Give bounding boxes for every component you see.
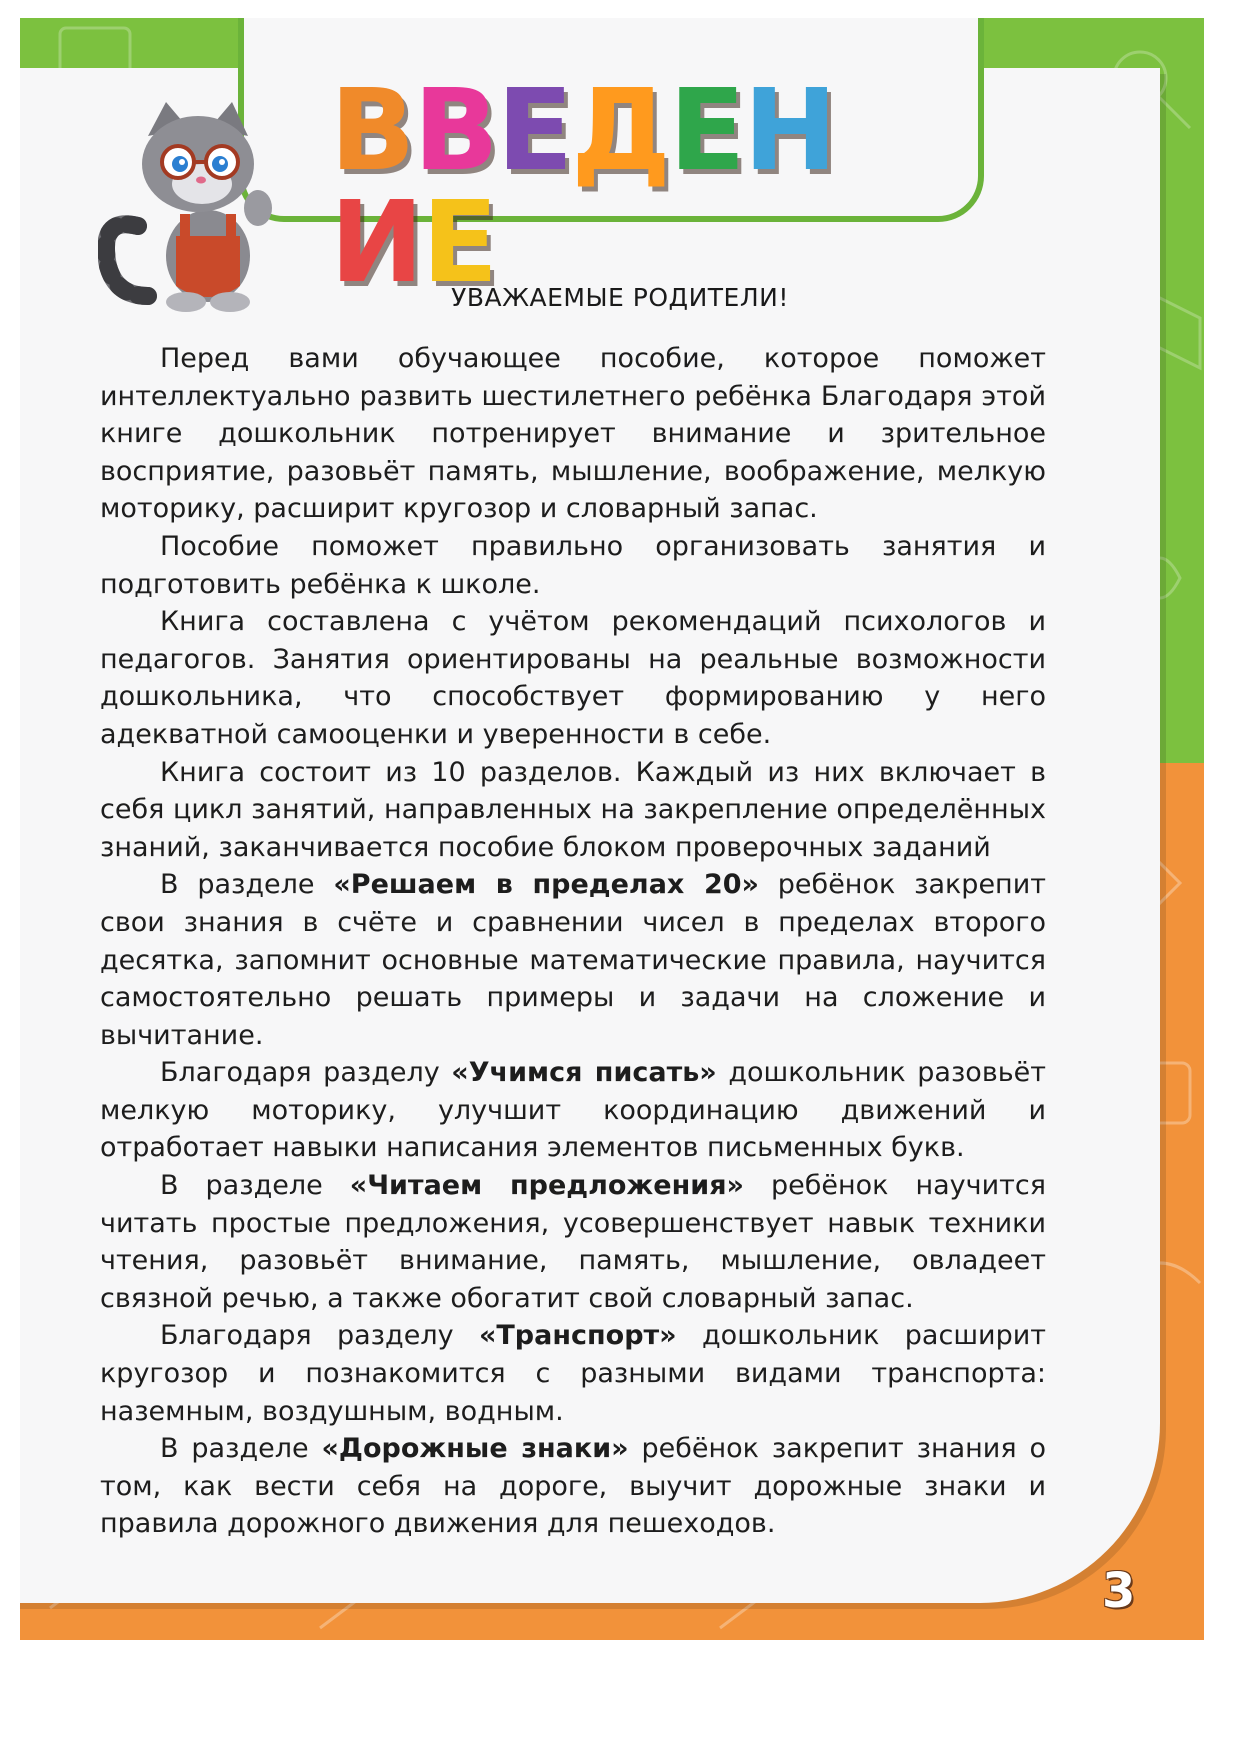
title-letter: В — [413, 66, 497, 196]
title-letter: Е — [421, 178, 497, 308]
paragraph — [100, 1317, 1046, 1430]
paragraph-text: ребёнок закрепит свои знания в счёте и сравнении чисел в пределах второго десятка, запомнит основные математические правила, научится самостоятельно решать примеры и задачи на сложение и вычитание. — [100, 869, 1046, 1051]
title-letter: Н — [743, 66, 836, 196]
paragraph-text: Пособие поможет правильно организовать занятия и подготовить ребёнка к школе. — [100, 530, 1046, 600]
paragraph — [100, 528, 1046, 603]
paragraph-text: ребёнок закрепит знания о том, как вести себя на дороге, выучит дорожные знаки и правила дорожного движения для пешеходов. — [100, 1433, 1046, 1540]
paragraph — [100, 1430, 1046, 1543]
section-name: «Дорожные знаки» — [321, 1433, 629, 1465]
paragraph-text: Книга состоит из 10 разделов. Каждый из них включает в себя цикл занятий, направленных на закрепление определённых знаний, заканчивается пособие блоком проверочных заданий — [100, 756, 1046, 863]
section-name: «Решаем в пределах 20» — [333, 869, 759, 901]
paragraph-text: В разделе — [160, 869, 334, 901]
paragraph-text: ребёнок научится читать простые предложения, усовершенствует навык техники чтения, разовьёт внимание, память, мышление, овладеет связной речью, а также обогатит свой словарный запас. — [100, 1170, 1046, 1314]
paragraph-text: Благодаря разделу — [160, 1320, 479, 1352]
paragraph — [100, 866, 1046, 1054]
paragraph — [100, 340, 1046, 528]
section-heading: УВАЖАЕМЫЕ РОДИТЕЛИ! — [451, 283, 789, 312]
paragraph-text: дошкольник расширит кругозор и познакомится с разными видами транспорта: наземным, воздушным, водным. — [100, 1320, 1046, 1427]
section-name: «Учимся писать» — [451, 1057, 717, 1089]
paragraph-text: дошкольник разовьёт мелкую моторику, улучшит координацию движений и отработает навыки написания элементов письменных букв. — [100, 1057, 1046, 1164]
page-number: 3 — [1102, 1563, 1136, 1619]
paragraph — [100, 754, 1046, 867]
paragraph-text: В разделе — [160, 1433, 322, 1465]
paragraph-text: Перед вами обучающее пособие, которое поможет интеллектуально развить шестилетнего ребёнка Благодаря этой книге дошкольник потренирует внимание и зрительное восприятие, разовьёт память, мышление, воображение, мелкую моторику, расширит кругозор и словарный запас. — [100, 343, 1046, 525]
title-letter: И — [330, 178, 422, 308]
paragraph-text: Благодаря разделу — [160, 1057, 452, 1089]
section-name: «Читаем предложения» — [349, 1170, 744, 1202]
paragraph-text: Книга составлена с учётом рекомендаций психологов и педагогов. Занятия ориентированы на реальные возможности дошкольника, что способствует формированию у него адекватной самооценки и уверенности в себе. — [100, 606, 1046, 750]
paragraph — [100, 603, 1046, 753]
paragraph-text: В разделе — [160, 1170, 350, 1202]
title-letter: Е — [496, 66, 572, 196]
paragraph — [100, 1054, 1046, 1167]
title-letter: В — [330, 66, 414, 196]
body-text — [100, 340, 1046, 1543]
title-letter: Е — [669, 66, 744, 196]
paragraph — [100, 1167, 1046, 1317]
section-name: «Транспорт» — [478, 1320, 677, 1352]
title-letter: Д — [571, 66, 670, 196]
